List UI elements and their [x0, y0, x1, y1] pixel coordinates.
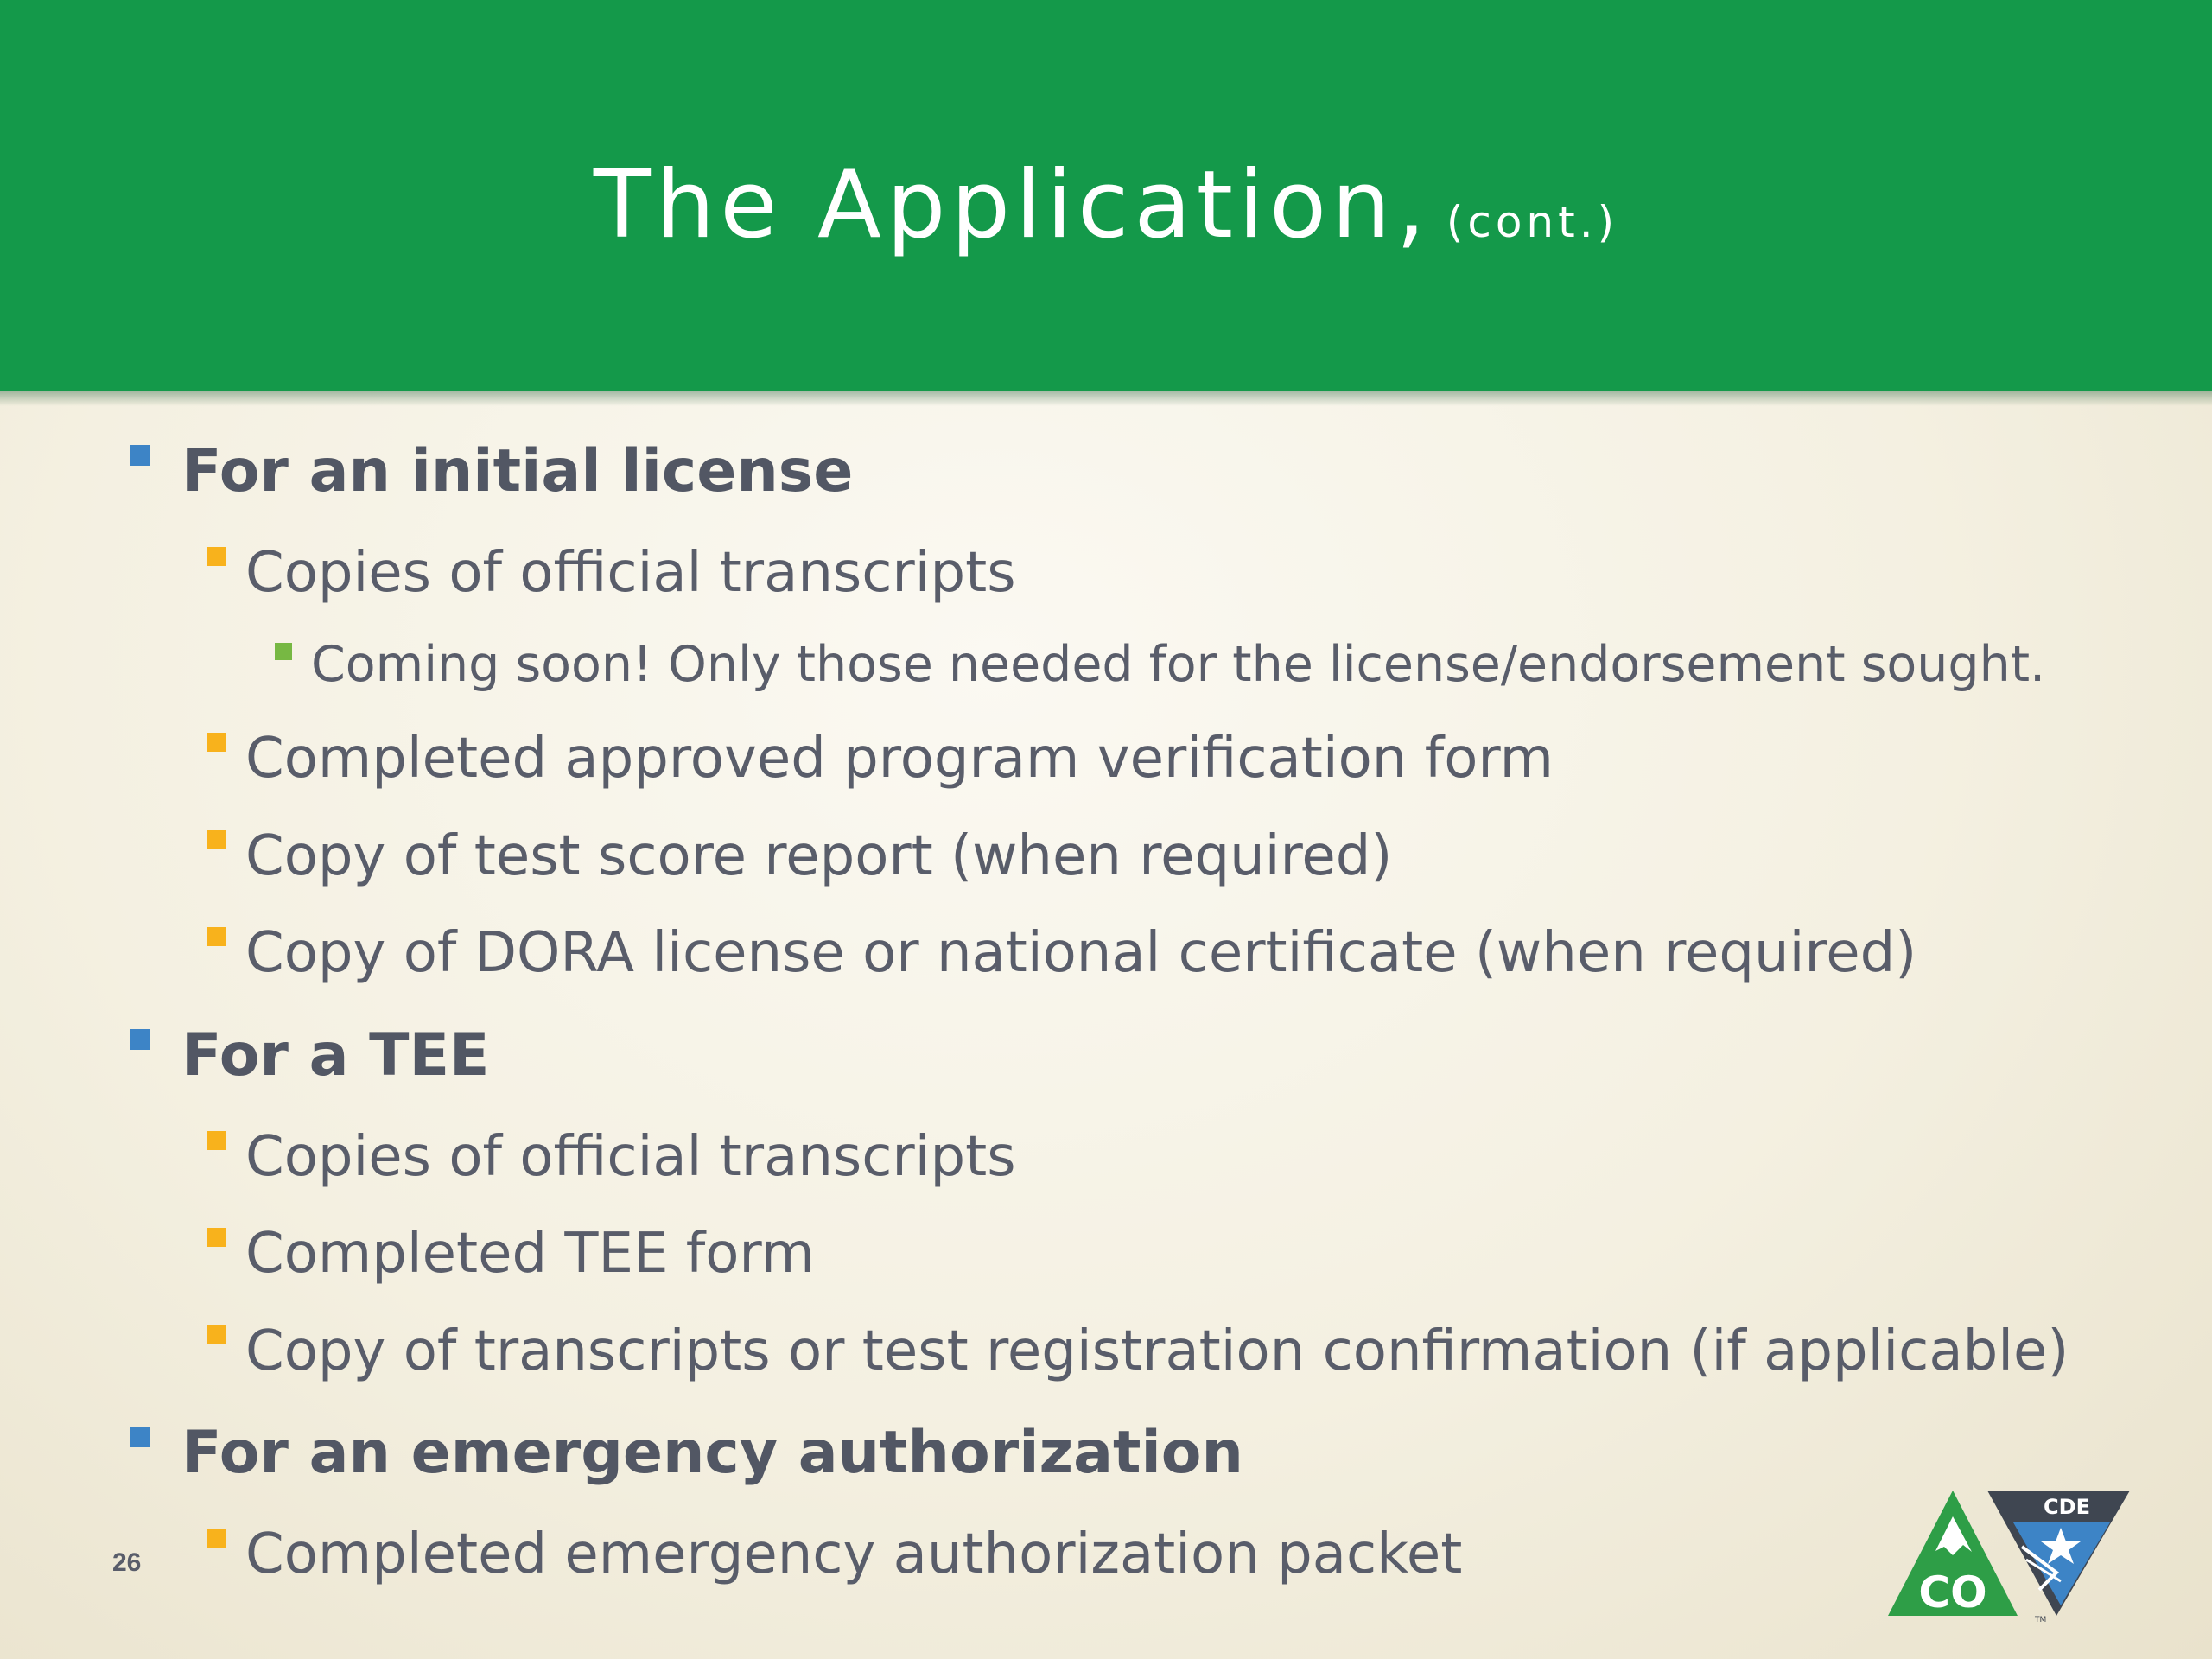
section-heading-tee [130, 1021, 490, 1090]
slide-title-cont: (cont.) [1446, 197, 1619, 247]
list-item [207, 541, 1016, 605]
list-item [207, 1522, 1463, 1586]
list-item-text: Copy of test score report (when required) [245, 824, 1393, 888]
section-heading-text: For an initial license [181, 437, 854, 505]
cde-logo-text: CDE [2044, 1495, 2090, 1519]
list-item-text: Completed TEE form [245, 1222, 815, 1286]
square-bullet-icon [207, 1529, 226, 1548]
section-heading-emergency [130, 1419, 1243, 1487]
square-bullet-icon [130, 1029, 150, 1050]
section-heading-text: For an emergency authorization [181, 1419, 1243, 1487]
square-bullet-icon [207, 1325, 226, 1344]
square-bullet-icon [207, 830, 226, 849]
cde-colorado-logo [1884, 1486, 2134, 1624]
list-item-text: Copies of official transcripts [245, 541, 1016, 605]
list-item [207, 824, 1393, 888]
list-item-text: Completed emergency authorization packet [245, 1522, 1463, 1586]
section-heading-text: For a TEE [181, 1021, 490, 1090]
list-item-text: Completed approved program verification form [245, 727, 1554, 791]
list-item [207, 1222, 815, 1286]
square-bullet-icon [207, 733, 226, 752]
section-heading-initial-license [130, 437, 854, 505]
square-bullet-icon [207, 1228, 226, 1247]
co-logo-text: CO [1918, 1567, 1987, 1618]
square-bullet-icon [207, 927, 226, 946]
list-item [207, 1319, 2069, 1383]
list-item [207, 921, 1917, 985]
list-item-text: Copy of DORA license or national certificate (when required) [245, 921, 1917, 985]
sub-list-item-text: Coming soon! Only those needed for the license/endorsement sought. [311, 636, 2046, 693]
square-bullet-icon [275, 643, 292, 660]
slide-title-main: The Application, [593, 151, 1431, 259]
list-item [207, 1125, 1016, 1189]
page-number: 26 [112, 1548, 142, 1577]
square-bullet-icon [207, 1131, 226, 1150]
trademark-text: TM [2035, 1616, 2047, 1624]
list-item-text: Copy of transcripts or test registration confirmation (if applicable) [245, 1319, 2069, 1383]
square-bullet-icon [130, 1427, 150, 1447]
list-item [207, 727, 1554, 791]
sub-list-item [275, 636, 2046, 693]
square-bullet-icon [130, 445, 150, 466]
list-item-text: Copies of official transcripts [245, 1125, 1016, 1189]
square-bullet-icon [207, 547, 226, 566]
